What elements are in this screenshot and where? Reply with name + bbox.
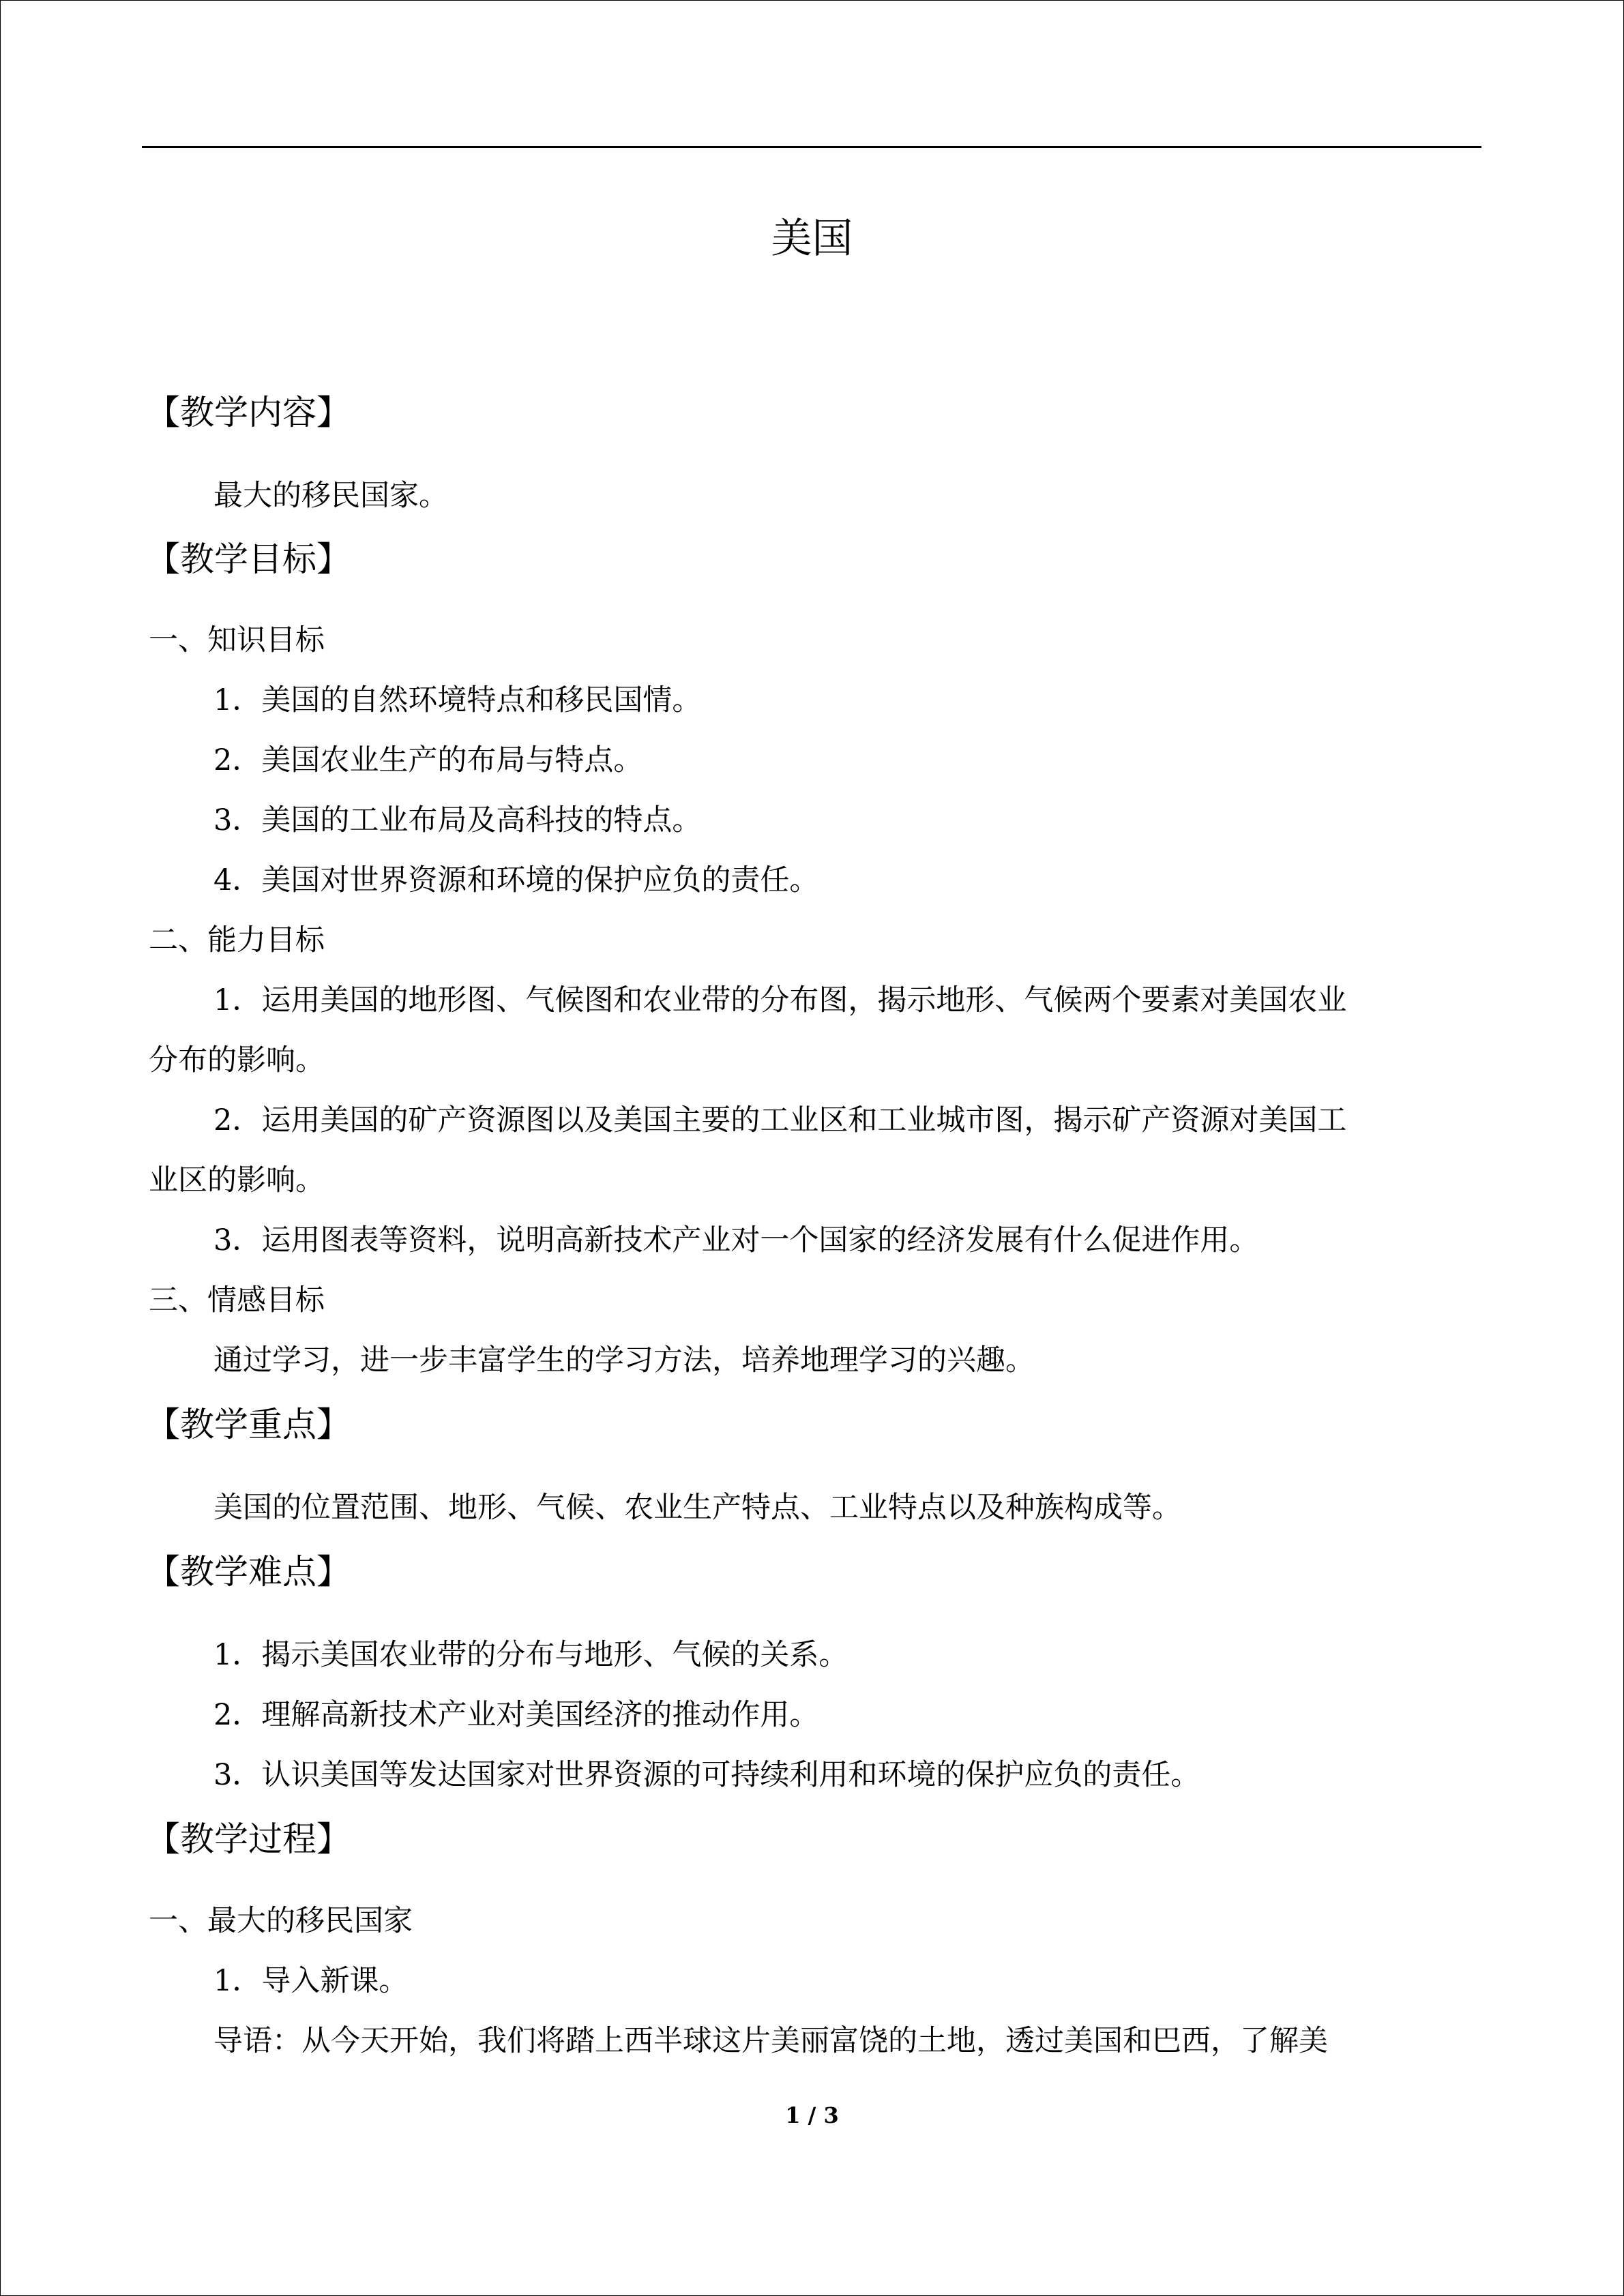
heading-teaching-content: 【教学内容】 — [146, 393, 351, 432]
difficulty-item: 3．认识美国等发达国家对世界资源的可持续利用和环境的保护应负的责任。 — [213, 1758, 1200, 1792]
key-points-text: 美国的位置范围、地形、气候、农业生产特点、工业特点以及种族构成等。 — [213, 1491, 1181, 1525]
ability-goal-item-1-line2: 分布的影响。 — [149, 1043, 325, 1077]
process-part1-label: 一、最大的移民国家 — [149, 1904, 413, 1938]
header-rule — [142, 146, 1481, 148]
heading-teaching-process: 【教学过程】 — [146, 1819, 351, 1859]
page-title: 美国 — [771, 215, 853, 263]
knowledge-goal-item: 2．美国农业生产的布局与特点。 — [213, 743, 643, 777]
knowledge-goals-label: 一、知识目标 — [149, 623, 325, 657]
ability-goals-label: 二、能力目标 — [149, 923, 325, 957]
heading-difficulties: 【教学难点】 — [146, 1552, 351, 1592]
difficulty-item: 1．揭示美国农业带的分布与地形、气候的关系。 — [213, 1638, 848, 1672]
knowledge-goal-item: 1．美国的自然环境特点和移民国情。 — [213, 683, 702, 717]
process-intro-text: 导语：从今天开始，我们将踏上西半球这片美丽富饶的土地，透过美国和巴西，了解美 — [213, 2024, 1328, 2058]
ability-goal-item-2-line2: 业区的影响。 — [149, 1163, 325, 1197]
process-step-1: 1．导入新课。 — [213, 1964, 409, 1998]
ability-goal-item-1-line1: 1．运用美国的地形图、气候图和农业带的分布图，揭示地形、气候两个要素对美国农业 — [213, 983, 1347, 1017]
knowledge-goal-item: 4．美国对世界资源和环境的保护应负的责任。 — [213, 863, 819, 897]
heading-teaching-goals: 【教学目标】 — [146, 539, 351, 579]
difficulty-item: 2．理解高新技术产业对美国经济的推动作用。 — [213, 1698, 819, 1732]
knowledge-goal-item: 3．美国的工业布局及高科技的特点。 — [213, 803, 702, 837]
emotion-goals-label: 三、情感目标 — [149, 1283, 325, 1317]
emotion-goals-text: 通过学习，进一步丰富学生的学习方法，培养地理学习的兴趣。 — [213, 1343, 1035, 1377]
ability-goal-item-3: 3．运用图表等资料，说明高新技术产业对一个国家的经济发展有什么促进作用。 — [213, 1223, 1259, 1257]
heading-key-points: 【教学重点】 — [146, 1405, 351, 1444]
page-number: 1 / 3 — [785, 2102, 839, 2128]
ability-goal-item-2-line1: 2．运用美国的矿产资源图以及美国主要的工业区和工业城市图，揭示矿产资源对美国工 — [213, 1103, 1347, 1137]
content-text: 最大的移民国家。 — [213, 479, 448, 513]
